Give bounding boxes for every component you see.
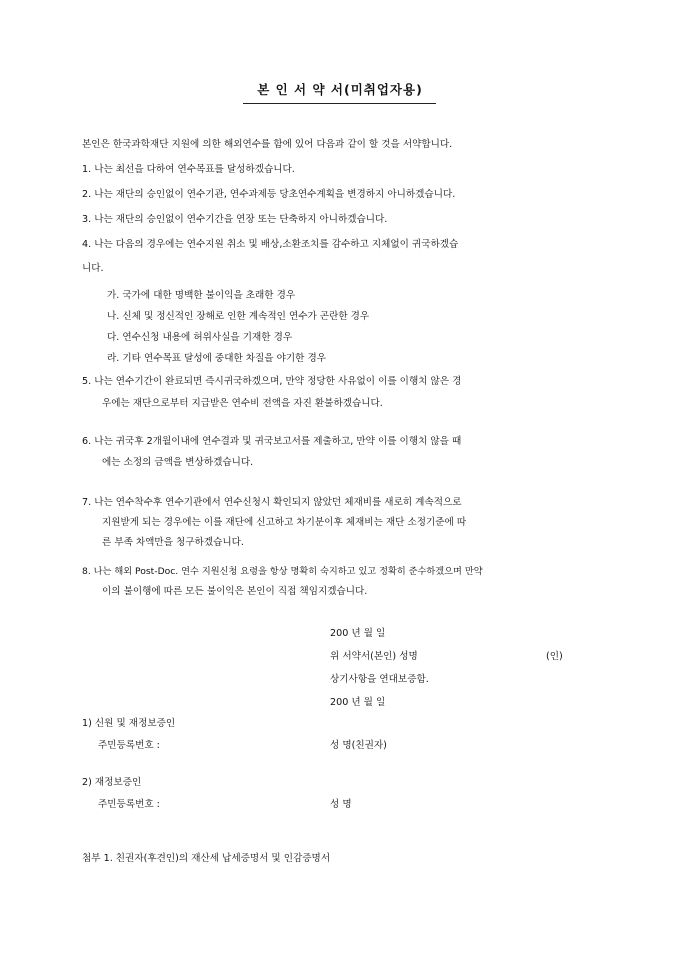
pledge-item-8: 8. 나는 해외 Post-Doc. 연수 지원신청 요령을 항상 명확히 숙지하고 있고 정확히 준수하겠으며 만약 <box>82 566 483 577</box>
pledge-item-2: 2. 나는 재단의 승인없이 연수기관, 연수과제등 당초연수계획을 변경하지 아니하겠습니다. <box>82 189 456 200</box>
intro-text: 본인은 한국과학재단 지원에 의한 해외연수를 함에 있어 다음과 같이 할 것을 서약합니다. <box>82 139 453 150</box>
date-line-1: 200 년 월 일 <box>330 628 386 639</box>
subitem-ga: 가. 국가에 대한 명백한 불이익을 초래한 경우 <box>107 290 296 301</box>
pledge-item-7-cont2: 른 부족 차액만을 청구하겠습니다. <box>102 537 244 548</box>
pledge-item-7-cont1: 지원받게 되는 경우에는 이를 재단에 신고하고 차기분이후 체재비는 재단 소정기준에 따 <box>102 517 467 528</box>
pledge-item-8-cont: 이의 불이행에 따른 모든 불이익은 본인이 직접 책임지겠습니다. <box>102 586 368 597</box>
pledge-item-5: 5. 나는 연수기간이 완료되면 즉시귀국하겠으며, 만약 정당한 사유없이 이를 이행치 않은 경 <box>82 376 462 387</box>
guarantor-2-name-label: 성 명 <box>330 799 352 810</box>
subitem-ra: 라. 기타 연수목표 달성에 중대한 차질을 야기한 경우 <box>107 353 327 364</box>
pledge-item-3: 3. 나는 재단의 승인없이 연수기간을 연장 또는 단축하지 아니하겠습니다. <box>82 214 388 225</box>
pledger-name-label: 위 서약서(본인) 성명 <box>330 651 418 662</box>
seal-mark: (인) <box>546 651 563 662</box>
title-underline <box>243 103 436 104</box>
joint-guarantee-text: 상기사항을 연대보증함. <box>330 674 429 685</box>
pledge-item-7: 7. 나는 연수착수후 연수기관에서 연수신청시 확인되지 않았던 체재비를 새로히 계속적으로 <box>82 497 462 508</box>
pledge-item-4: 4. 나는 다음의 경우에는 연수지원 취소 및 배상,소환조치를 감수하고 지체없이 귀국하겠습 <box>82 239 459 250</box>
pledge-item-6-cont: 에는 소정의 금액을 변상하겠습니다. <box>102 457 254 468</box>
subitem-da: 다. 연수신청 내용에 허위사실을 기재한 경우 <box>107 332 293 343</box>
guarantor-2-id-label: 주민등록번호 : <box>98 799 160 810</box>
pledge-item-4-cont: 니다. <box>82 263 104 274</box>
guarantor-1-name-label: 성 명(친권자) <box>330 740 387 751</box>
pledge-item-5-cont: 우에는 재단으로부터 지급받은 연수비 전액을 자진 환불하겠습니다. <box>102 398 383 409</box>
guarantor-2-title: 2) 재정보증인 <box>82 777 142 788</box>
subitem-na: 나. 신체 및 정신적인 장해로 인한 계속적인 연수가 곤란한 경우 <box>107 311 370 322</box>
date-line-2: 200 년 월 일 <box>330 697 386 708</box>
guarantor-1-id-label: 주민등록번호 : <box>98 740 160 751</box>
attachment-note: 첨부 1. 친권자(후견인)의 재산세 납세증명서 및 인감증명서 <box>82 853 331 864</box>
pledge-item-6: 6. 나는 귀국후 2개월이내에 연수결과 및 귀국보고서를 제출하고, 만약 이를 이행치 않을 때 <box>82 436 462 447</box>
document-title: 본 인 서 약 서(미취업자용) <box>257 82 423 97</box>
pledge-item-1: 1. 나는 최선을 다하여 연수목표를 달성하겠습니다. <box>82 164 295 175</box>
guarantor-1-title: 1) 신원 및 재정보증인 <box>82 718 176 729</box>
